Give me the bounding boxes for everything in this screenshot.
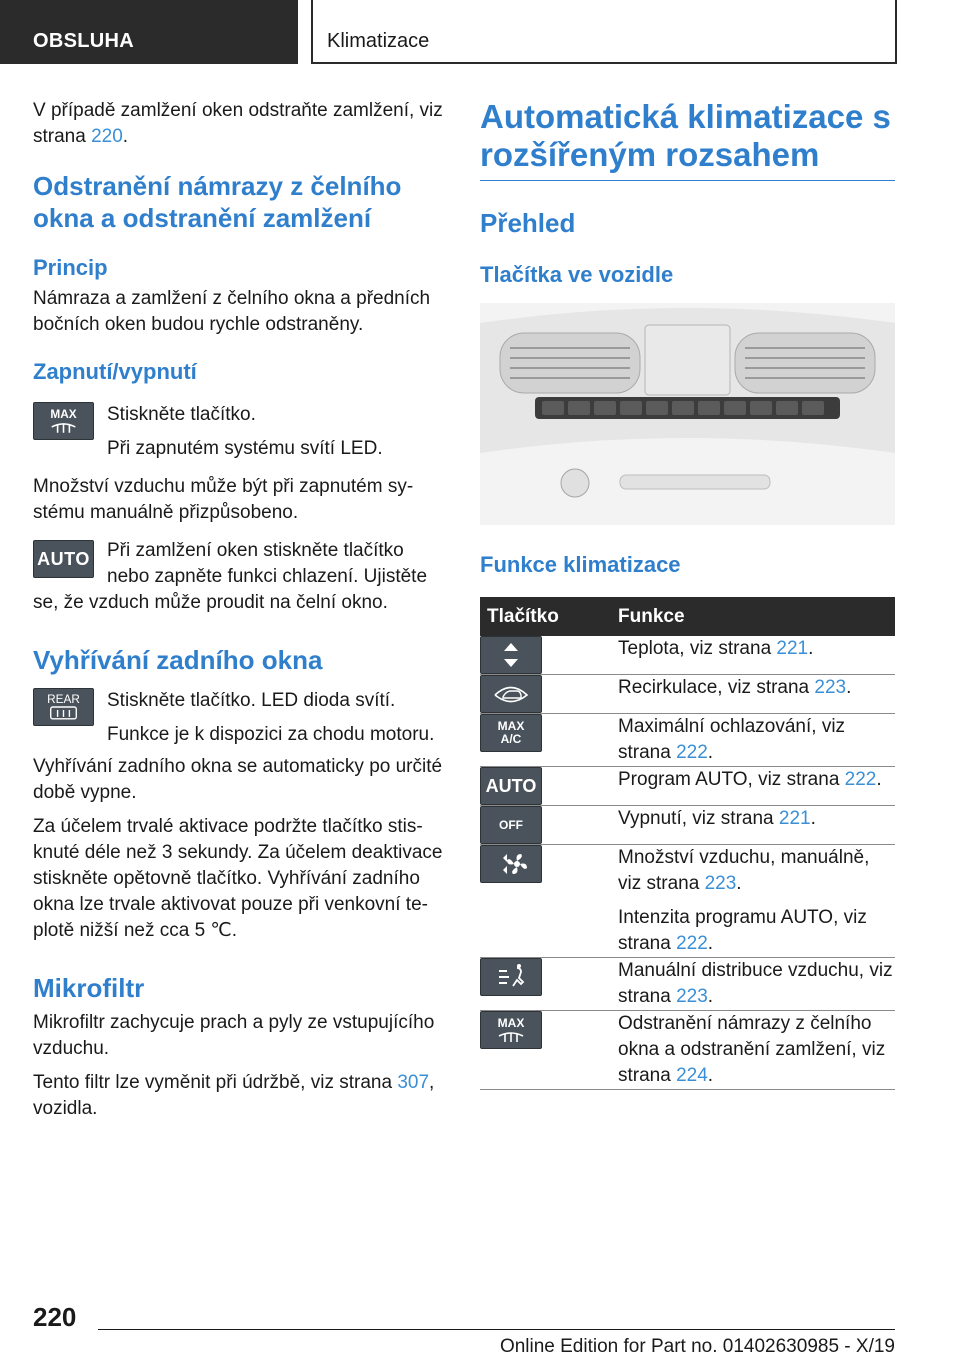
footer-edition: Online Edition for Part no. 01402630985 - X/19: [499, 1336, 895, 1357]
auto-icon: AUTO: [33, 540, 94, 578]
fan-icon: [480, 845, 542, 883]
page-link[interactable]: 223: [704, 873, 737, 894]
header-chapter-label: Klimatizace: [327, 30, 430, 52]
onoff-block: [33, 402, 445, 462]
max-defrost-icon: [33, 402, 94, 440]
table-row: Množství vzduchu, manuálně, viz strana 223. Intenzita programu AUTO, viz strana 222.: [480, 845, 895, 958]
rear-line2: Funkce je k dispozici za chodu motoru.: [107, 724, 435, 745]
rear-line1: Stiskněte tlačítko. LED dioda svítí.: [107, 690, 396, 711]
rear-text1: Vyhřívání zadního okna se automaticky po určité době vypne.: [33, 756, 443, 803]
page-link[interactable]: 223: [814, 677, 847, 698]
header-chapter: [311, 0, 897, 64]
functions-table: [480, 597, 895, 1090]
recirculation-icon: [480, 675, 542, 713]
page-link[interactable]: 221: [776, 638, 809, 659]
dashboard-photo: [480, 303, 895, 525]
table-row: Teplota, viz strana 221.: [480, 636, 895, 675]
table-header-button: Tlačítko: [480, 597, 618, 636]
table-row: Recirkulace, viz strana 223.: [480, 675, 895, 714]
temperature-updown-icon: [480, 636, 542, 674]
rear-block: [33, 688, 445, 748]
max-defrost-icon: [480, 1011, 542, 1049]
filter-text1: Mikrofiltr zachycuje prach a pyly ze vstupujícího vzduchu.: [33, 1012, 435, 1059]
svg-text:MAX: MAX: [50, 407, 77, 422]
onoff-line1: Stiskněte tlačítko.: [107, 404, 256, 425]
auto-icon: AUTO: [480, 767, 542, 805]
table-row: Manuální distribuce vzduchu, viz strana 223.: [480, 958, 895, 1011]
right-column: [480, 98, 895, 1090]
svg-text:MAX: MAX: [497, 1016, 525, 1030]
airflow-text: Množství vzduchu může být při zapnutém systému manuálně přizpůsobeno.: [33, 476, 414, 523]
principle-heading: Princip: [33, 255, 108, 280]
functions-heading: Funkce klimatizace: [480, 552, 681, 577]
page-link[interactable]: 224: [676, 1065, 708, 1086]
footer-rule: [98, 1329, 895, 1330]
fog-text: Při zamlžení oken stiskněte tlačítko nebo zapněte funkci chlazení. Ujistěte se, že vzduch může proudit na čelní okno.: [33, 540, 428, 613]
heading-rule: [480, 180, 895, 181]
page-link[interactable]: 221: [778, 808, 811, 829]
header-section: [0, 0, 298, 64]
max-ac-icon: MAX A/C: [480, 714, 542, 752]
off-icon: OFF: [480, 806, 542, 844]
page-link[interactable]: 307: [397, 1072, 430, 1093]
fog-block: [33, 538, 445, 616]
principle-text: Námraza a zamlžení z čelního okna a předních bočních oken budou rychle odstraněny.: [33, 288, 431, 335]
onoff-line2: Při zapnutém systému svítí LED.: [107, 438, 383, 459]
filter-heading: Mikrofiltr: [33, 973, 145, 1003]
table-row: MAX Odstranění námrazy z čelního okna a odstranění zamlžení, viz strana 224.: [480, 1011, 895, 1090]
page-link[interactable]: 222: [844, 769, 877, 790]
table-row: AUTO Program AUTO, viz strana 222.: [480, 767, 895, 806]
page-link[interactable]: 223: [676, 986, 708, 1007]
buttons-heading: Tlačítka ve vozidle: [480, 262, 674, 287]
air-distribution-icon: [480, 958, 542, 996]
page-link[interactable]: 222: [676, 742, 708, 763]
left-column: [33, 98, 445, 1122]
intro-paragraph: V případě zamlžení oken odstraňte zamlžení, viz strana 220.: [33, 100, 443, 147]
overview-heading: Přehled: [480, 208, 576, 238]
onoff-heading: Zapnutí/vypnutí: [33, 359, 197, 384]
main-heading: Automatická klimatizace s rozšířeným rozsahem: [480, 98, 891, 173]
header-section-label: OBSLUHA: [33, 30, 134, 52]
table-row: MAX A/C Maximální ochlazování, viz strana 222.: [480, 714, 895, 767]
svg-text:REAR: REAR: [47, 692, 80, 707]
rear-heading: Vyhřívání zadního okna: [33, 645, 323, 675]
rear-defrost-icon: [33, 688, 94, 726]
table-header-function: Funkce: [618, 597, 895, 636]
page-link[interactable]: 220: [91, 126, 123, 147]
rear-text2: Za účelem trvalé aktivace podržte tlačítko stisknuté déle než 3 sekundy. Za účelem deaktivace stiskněte opětovně tlačítko. Vyhřívání zadního okna lze trvale aktivovat pouze při venkovní teplotě nižší než cca 5 ℃.: [33, 816, 443, 941]
filter-text2: Tento filtr lze vyměnit při údržbě, viz strana 307, vozidla.: [33, 1072, 435, 1119]
page-link[interactable]: 222: [676, 933, 708, 954]
defrost-heading: Odstranění námrazy z čelního okna a odstranění zamlžení: [33, 171, 402, 233]
table-row: OFF Vypnutí, viz strana 221.: [480, 806, 895, 845]
page-number: 220: [33, 1302, 77, 1332]
